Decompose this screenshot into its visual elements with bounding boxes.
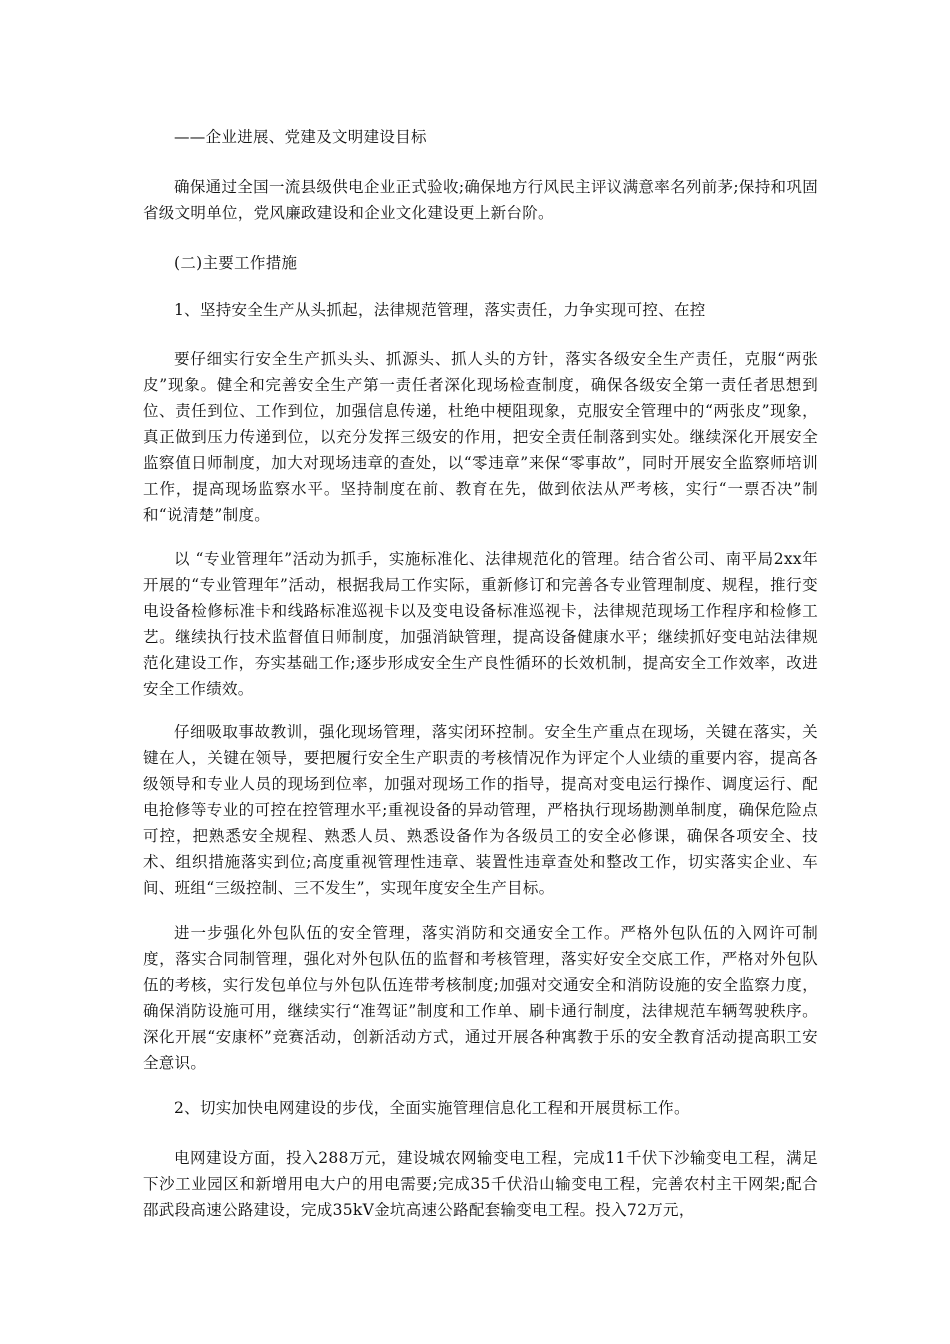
paragraph-goals-text: 确保通过全国一流县级供电企业正式验收;确保地方行风民主评议满意率名列前茅;保持和巩固省级文明单位，党风廉政建设和企业文化建设更上新台阶。 xyxy=(143,178,818,222)
section-heading-goals: ——企业进展、党建及文明建设目标 xyxy=(174,128,427,146)
section-heading-measures: (二)主要工作措施 xyxy=(174,254,298,272)
paragraph-management-year: 以 “专业管理年”活动为抓手，实施标准化、法律规范化的管理。结合省公司、南平局2xx年开展的“专业管理年”活动，根据我局工作实际，重新修订和完善各专业管理制度、规程，推行变电设备检修标准卡和线路标准巡视卡以及变电设备标准巡视卡，法律规范现场工作程序和检修工艺。继续执行技术监督值日师制度，加强消缺管理，提高设备健康水平；继续抓好变电站法律规范化建设工作，夯实基础工作;逐步形成安全生产良性循环的长效机制，提高安全工作效率，改进安全工作绩效。 xyxy=(143,550,818,698)
paragraph-accident-lessons: 仔细吸取事故教训，强化现场管理，落实闭环控制。安全生产重点在现场，关键在落实，关键在人，关键在领导，要把履行安全生产职责的考核情况作为评定个人业绩的重要内容，提高各级领导和专业人员的现场到位率，加强对现场工作的指导，提高对变电运行操作、调度运行、配电抢修等专业的可控在控管理水平;重视设备的异动管理，严格执行现场勘测单制度，确保危险点可控，把熟悉安全规程、熟悉人员、熟悉设备作为各级员工的安全必修课，确保各项安全、技术、组织措施落实到位;高度重视管理性违章、装置性违章查处和整改工作，切实落实企业、车间、班组“三级控制、三不发生”，实现年度安全生产目标。 xyxy=(143,723,818,897)
paragraph-safety-responsibility: 要仔细实行安全生产抓头头、抓源头、抓人头的方针，落实各级安全生产责任，克服“两张皮”现象。健全和完善安全生产第一责任者深化现场检查制度，确保各级安全第一责任者思想到位、责任到位、工作到位，加强信息传递，杜绝中梗阻现象，克服安全管理中的“两张皮”现象，真正做到压力传递到位，以充分发挥三级安的作用，把安全责任制落到实处。继续深化开展安全监察值日师制度，加大对现场违章的查处，以“零违章”来保“零事故”，同时开展安全监察师培训工作，提高现场监察水平。坚持制度在前、教育在先，做到依法从严考核，实行“一票否决”制和“说清楚”制度。 xyxy=(143,350,818,524)
paragraph-outsourcing-safety: 进一步强化外包队伍的安全管理，落实消防和交通安全工作。严格外包队伍的入网许可制度，落实合同制管理，强化对外包队伍的监督和考核管理，落实好安全交底工作，严格对外包队伍的考核，实行发包单位与外包队伍连带考核制度;加强对交通安全和消防设施的安全监察力度，确保消防设施可用，继续实行“准驾证”制度和工作单、刷卡通行制度，法律规范车辆驾驶秩序。深化开展“安康杯”竞赛活动，创新活动方式，通过开展各种寓教于乐的安全教育活动提高职工安全意识。 xyxy=(143,924,818,1072)
paragraph-grid-construction: 电网建设方面，投入288万元，建设城农网输变电工程，完成11千伏下沙输变电工程，满足下沙工业园区和新增用电大户的用电需要;完成35千伏沿山输变电工程，完善农村主干网架;配合邵武段高速公路建设，完成35kV金坑高速公路配套输变电工程。投入72万元， xyxy=(143,1149,818,1219)
item-heading-safety: 1、坚持安全生产从头抓起，法律规范管理，落实责任，力争实现可控、在控 xyxy=(174,301,706,319)
item-heading-grid-construction: 2、切实加快电网建设的步伐，全面实施管理信息化工程和开展贯标工作。 xyxy=(174,1099,690,1117)
